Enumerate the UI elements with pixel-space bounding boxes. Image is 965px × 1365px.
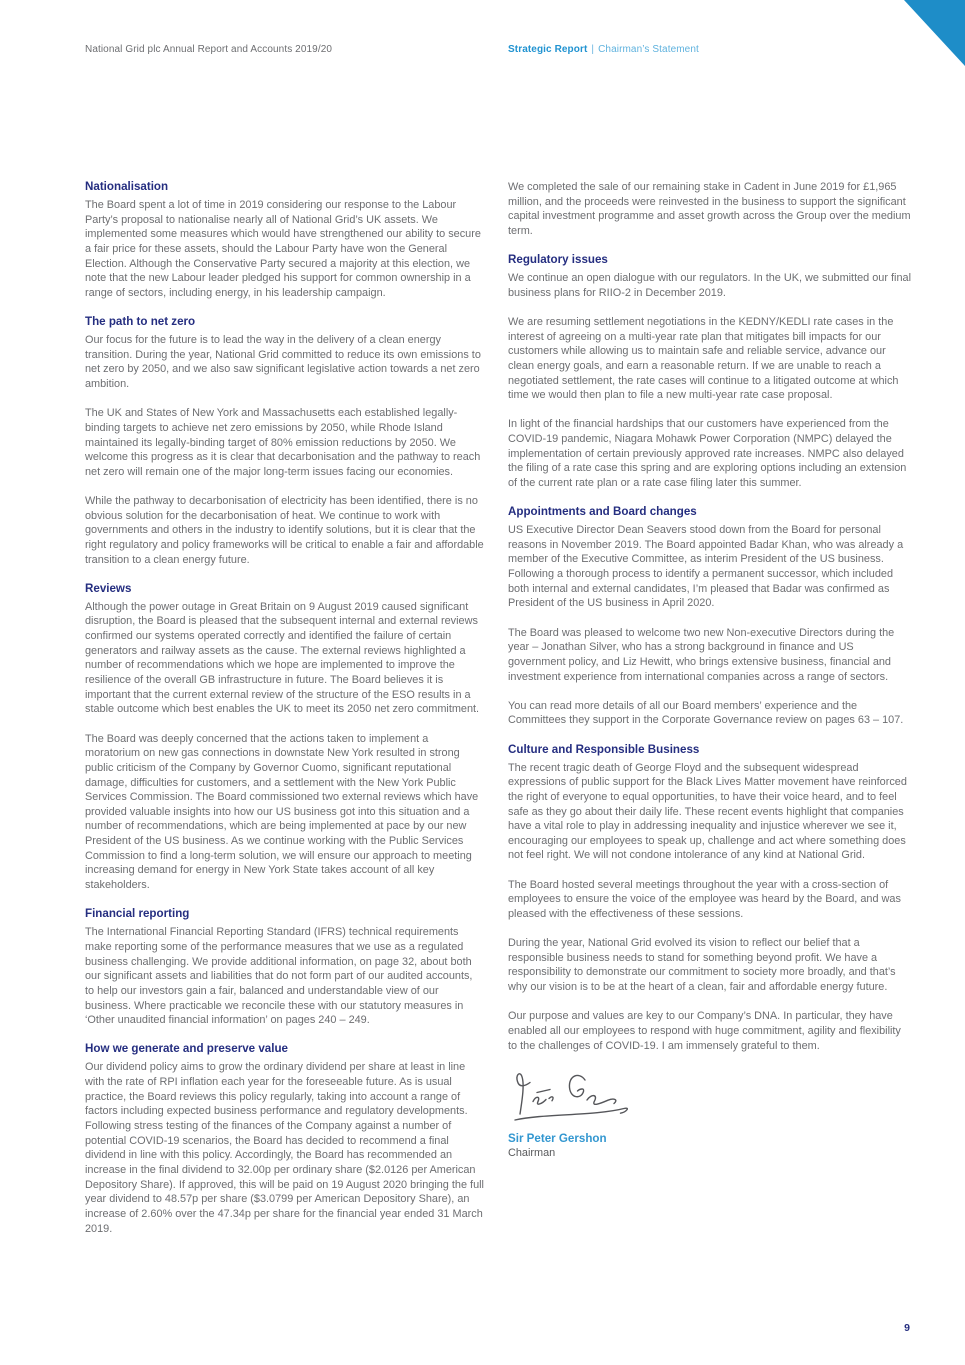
paragraph: In light of the financial hardships that our customers have experienced from the COVID-19 pandemic, Niagara Mohawk Power Corporation (NMPC) delayed the implementation of certain previously approved rate increases. NMPC also delayed the filing of a rate case this spring and are exploring options including an extension of the current rate plan or a rate case filing later this summer. <box>508 418 907 489</box>
section-heading-path-to-net-zero: The path to net zero <box>85 315 196 329</box>
paragraph: The Board hosted several meetings throughout the year with a cross-section of employees to ensure the voice of the employee was heard by the Board, and was pleased with the effectiveness of these sessions. <box>508 878 901 920</box>
section-heading-reviews: Reviews <box>85 581 132 595</box>
paragraph: Although the power outage in Great Britain on 9 August 2019 caused significant disruption, the Board is pleased that the subsequent internal and external reviews confirmed our systems operated correctly and identified the failure of certain generators and railway assets as the cause. The external reviews highlighted a number of recommendations which we hope are implemented to improve the resilience of the overall GB infrastructure in future. The Board believes it is important that the current external review of the structure of the ESO results in a stable outcome which best enables the UK to meet its 2050 net zero commitment. <box>85 600 480 716</box>
corner-accent-triangle <box>904 0 965 66</box>
paragraph: During the year, National Grid evolved its vision to reflect our belief that a responsible business needs to stand for something beyond profit. We have a responsibility to demonstrate our commitment to society more broadly, and that’s why our vision is to be at the heart of a clean, fair and affordable energy future. <box>508 937 896 994</box>
paragraph: We continue an open dialogue with our regulators. In the UK, we submitted our final business plans for RIIO-2 in December 2019. <box>508 272 911 299</box>
paragraph: The Board was pleased to welcome two new Non-executive Directors during the year – Jonathan Silver, who has a strong background in finance and US government policy, and Liz Hewitt, who brings extensive business, financial and investment experience from international companies across a range of sectors. <box>508 626 895 683</box>
section-heading-regulatory-issues: Regulatory issues <box>508 253 608 267</box>
paragraph: The UK and States of New York and Massachusetts each established legally-binding targets to achieve net zero emissions by 2050, while Rhode Island maintained its legally-binding target of 80% emission reductions by 2050. We welcome this progress as it is clear that decarbonisation and the pathway to reach net zero will remain one of the major long-term issues facing our economies. <box>85 407 481 478</box>
paragraph: The recent tragic death of George Floyd and the subsequent widespread expressions of public support for the Black Lives Matter movement have reinforced the right of everyone to equal opportunities, to have their voice heard, and to feel safe as they go about their daily life. These recent events highlight that companies have a vital role to play in addressing inequality and injustice wherever we see it, encouraging our employees to speak up, challenge and act where something does not feel right. We will not condone intolerance of any kind at National Grid. <box>508 761 907 862</box>
paragraph: We completed the sale of our remaining stake in Cadent in June 2019 for £1,965 million, and the proceeds were reinvested in the business to support the significant capital investment programme and asset growth across the Group over the medium term. <box>508 181 911 237</box>
paragraph: The Board was deeply concerned that the actions taken to implement a moratorium on new gas connections in downstate New York resulted in strong public criticism of the Company by Governor Cuomo, significant reputational damage, difficulties for customers, and a settlement with the New York Public Services Commission. The Board commissioned two external reviews which have provided valuable insights into how our US business got into this situation and a number of recommendations, which are being implemented at pace by our new President of the US business. As we continue working with the Public Services Commission to find a long-term solution, we will ensure our approach to meeting increasing demand for energy in New York State takes account of all key stakeholders. <box>85 732 479 892</box>
running-header-left: National Grid plc Annual Report and Accounts 2019/20 <box>85 44 333 55</box>
paragraph: We are resuming settlement negotiations in the KEDNY/KEDLI rate cases in the interest of agreeing on a multi-year rate plan that mitigates bill impacts for our customers while allowing us to maintain safe and reliable service, advance our clean energy goals, and earn a reasonable return. If we are unable to reach a negotiated settlement, the rate cases will continue to a litigated outcome at which time we would then plan to file a new multi-year rate case proposal. <box>508 315 899 402</box>
paragraph: The Board spent a lot of time in 2019 considering our response to the Labour Party’s proposal to nationalise nearly all of National Grid’s UK assets. We implemented some measures which would have strengthened our ability to secure a fair price for these assets, should the Labour Party have won the General Election. Although the Conservative Party secured a majority at this election, we note that the new Labour leader pledged his support for common ownership in a range of sectors, including energy, in his leadership campaign. <box>85 199 481 299</box>
section-heading-nationalisation: Nationalisation <box>85 180 169 193</box>
handwritten-signature-icon <box>506 1068 666 1126</box>
header-separator: | <box>591 44 595 55</box>
section-heading-how-we-generate-value: How we generate and preserve value <box>85 1042 288 1056</box>
two-column-body <box>85 180 912 1251</box>
running-header-right <box>508 44 699 55</box>
paragraph: Our purpose and values are key to our Company’s DNA. In particular, they have enabled all our employees to respond with huge commitment, agility and flexibility to the challenges of COVID-19. I am immensely grateful to them. <box>508 1010 901 1052</box>
paragraph: While the pathway to decarbonisation of electricity has been identified, there is no obvious solution for the decarbonisation of heat. We continue to work with governments and others in the industry to identify solutions, but it is clear that the right regulatory and policy frameworks will be critical to enable a fair and affordable transition to a clean energy future. <box>85 495 484 566</box>
signatory-name: Sir Peter Gershon <box>508 1131 607 1145</box>
left-column <box>85 180 484 1251</box>
right-column <box>508 180 912 1160</box>
section-heading-financial-reporting: Financial reporting <box>85 907 190 921</box>
paragraph: You can read more details of all our Board members’ experience and the Committees they support in the Corporate Governance review on pages 63 – 107. <box>508 699 904 727</box>
signature-block <box>508 1068 912 1160</box>
section-heading-appointments-board-changes: Appointments and Board changes <box>508 505 697 519</box>
header-section-label: Strategic Report <box>508 44 588 55</box>
signatory-title: Chairman <box>508 1146 556 1159</box>
page-number: 9 <box>904 1322 910 1334</box>
section-heading-culture-responsible-business: Culture and Responsible Business <box>508 742 700 756</box>
paragraph: US Executive Director Dean Seavers stood down from the Board for personal reasons in November 2019. The Board appointed Badar Khan, who was already a member of the Executive Committee, as interim President of the US business. Following a thorough process to identify a permanent successor, which included both internal and external candidates, I’m pleased that Badar was confirmed as President of the US business in April 2020. <box>508 524 904 610</box>
header-subsection-label: Chairman’s Statement <box>598 44 699 55</box>
paragraph: Our dividend policy aims to grow the ordinary dividend per share at least in line with the rate of RPI inflation each year for the foreseeable future. As is usual practice, the Board reviews this policy regularly, taking into account a range of factors including expected business performance and regulatory developments. Following stress testing of the finances of the Company against a number of potential COVID-19 scenarios, the Board has decided to recommend a final dividend in line with this policy. Accordingly, the Board has recommended an increase in the final dividend to 32.00p per ordinary share ($2.0126 per American Depository Share). If approved, this will be paid on 19 August 2020 bringing the full year dividend to 48.57p per share ($3.0799 per American Depository Share), an increase of 2.60% over the 47.34p per share for the financial year ended 31 March 2019. <box>85 1061 484 1235</box>
paragraph: Our focus for the future is to lead the way in the delivery of a clean energy transition. During the year, National Grid committed to reduce its own emissions to net zero by 2050, and we also saw significant legislative action towards a net zero ambition. <box>85 334 481 391</box>
paragraph: The International Financial Reporting Standard (IFRS) technical requirements make reporting some of the performance measures that we use as a regulated business challenging. We provide additional information, on page 32, about both our significant assets and liabilities that do not form part of our audited accounts, to help our investors gain a fair, balanced and understandable view of our business. Where practicable we reconcile these with our statutory measures in ‘Other unaudited financial information’ on pages 240 – 249. <box>85 926 473 1027</box>
